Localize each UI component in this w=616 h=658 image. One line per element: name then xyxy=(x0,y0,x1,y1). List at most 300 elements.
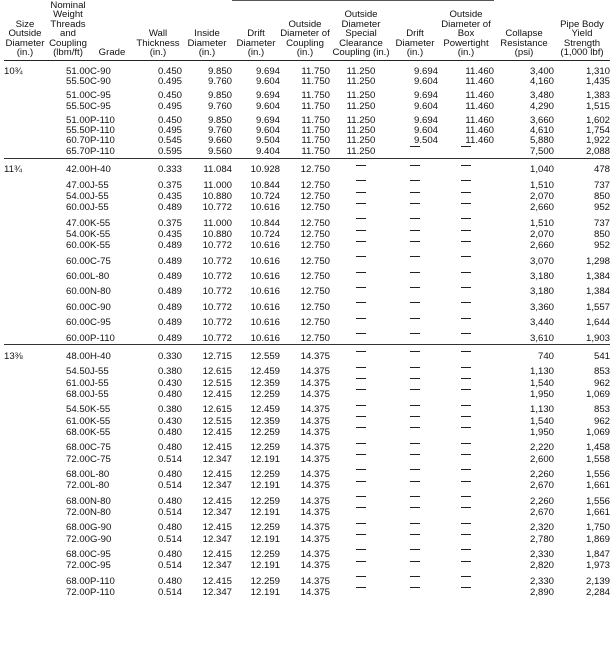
cell-drift-diameter: 10.616 xyxy=(250,255,280,267)
cell-wall-thickness: 0.514 xyxy=(157,587,182,599)
cell-wall-thickness: 0.380 xyxy=(157,404,182,416)
size-cell-empty xyxy=(4,416,46,427)
dash-mark xyxy=(356,549,366,560)
table-row xyxy=(4,469,610,480)
cell-drift-diameter: 10.616 xyxy=(250,271,280,283)
cell-od-box-powertight xyxy=(438,333,494,345)
cell-drift-diameter: 10.616 xyxy=(232,333,280,345)
cell-wall-thickness: 0.480 xyxy=(157,522,182,534)
size-cell-empty xyxy=(4,534,46,545)
cell-wall-thickness: 0.489 xyxy=(157,286,182,298)
cell-yield-strength: 1,069 xyxy=(585,426,610,438)
dash-mark xyxy=(461,146,471,157)
cell-wall-thickness: 0.595 xyxy=(134,146,182,158)
cell-drift-diameter: 10.844 xyxy=(250,217,280,229)
cell-od-coupling: 12.750 xyxy=(300,286,330,298)
cell-inside-diameter: 12.347 xyxy=(202,453,232,465)
cell-drift-diameter: 10.616 xyxy=(250,301,280,313)
cell-drift-diameter-2: 9.504 xyxy=(413,135,438,147)
cell-inside-diameter: 10.772 xyxy=(202,317,232,329)
cell-od-coupling: 14.375 xyxy=(300,350,330,362)
cell-od-special-clearance xyxy=(330,272,392,283)
size-cell-empty xyxy=(4,256,46,267)
cell-drift-diameter: 12.259 xyxy=(250,468,280,480)
dash-mark xyxy=(356,272,366,283)
cell-wall-thickness: 0.333 xyxy=(157,164,182,176)
cell-inside-diameter: 12.415 xyxy=(202,442,232,454)
cell-drift-diameter-2 xyxy=(392,367,438,378)
dash-mark xyxy=(410,534,420,545)
cell-od-special-clearance: 11.250 xyxy=(346,76,376,88)
cell-weight: 60.00 xyxy=(65,255,90,267)
header-drift-diameter-2: Drift Diameter (in.) xyxy=(392,1,438,61)
cell-od-box-powertight xyxy=(438,405,494,416)
table-row xyxy=(4,345,610,363)
cell-od-box-powertight xyxy=(438,180,494,191)
dash-mark xyxy=(356,378,366,389)
cell-yield-strength: 2,139 xyxy=(585,575,610,587)
cell-od-box-powertight: 11.460 xyxy=(465,125,494,137)
cell-wall-thickness: 0.375 xyxy=(157,179,182,191)
table-row xyxy=(4,378,610,389)
dash-mark xyxy=(410,203,420,214)
table-row xyxy=(4,180,610,191)
cell-od-coupling: 11.750 xyxy=(301,100,330,112)
dash-mark xyxy=(410,318,420,329)
cell-weight: 72.00 xyxy=(65,480,90,492)
cell-wall-thickness: 0.514 xyxy=(157,453,182,465)
cell-od-box-powertight xyxy=(438,469,494,480)
cell-od-box-powertight xyxy=(438,192,494,203)
cell-od-box-powertight xyxy=(438,272,494,283)
cell-od-coupling: 11.750 xyxy=(301,135,330,147)
cell-od-coupling: 12.750 xyxy=(300,271,330,283)
cell-drift-diameter-2 xyxy=(392,405,438,416)
cell-od-coupling: 14.375 xyxy=(300,560,330,572)
dash-mark xyxy=(356,256,366,267)
cell-collapse-resistance: 3,180 xyxy=(529,271,554,283)
cell-yield-strength: 1,973 xyxy=(585,560,610,572)
cell-yield-strength: 952 xyxy=(593,202,610,214)
cell-od-coupling: 14.375 xyxy=(300,453,330,465)
dash-mark xyxy=(356,230,366,241)
cell-inside-diameter: 12.415 xyxy=(202,549,232,561)
cell-od-box-powertight xyxy=(438,549,494,560)
dash-mark xyxy=(461,549,471,560)
cell-yield-strength: 853 xyxy=(593,404,610,416)
size-cell-empty xyxy=(4,230,46,241)
dash-mark xyxy=(356,496,366,507)
dash-mark xyxy=(461,333,471,344)
cell-od-coupling: 14.375 xyxy=(300,404,330,416)
cell-wall-thickness: 0.480 xyxy=(157,549,182,561)
header-grade: Grade xyxy=(90,1,134,61)
cell-grade: K-55 xyxy=(90,229,111,241)
dash-mark xyxy=(461,534,471,545)
dash-mark xyxy=(461,230,471,241)
cell-yield-strength: 1,069 xyxy=(585,388,610,400)
dash-mark xyxy=(461,272,471,283)
cell-weight: 60.00 xyxy=(65,202,90,214)
cell-grade: C-75 xyxy=(90,453,111,465)
cell-wall-thickness: 0.450 xyxy=(157,66,182,78)
cell-yield-strength: 1,458 xyxy=(585,442,610,454)
cell-yield-strength: 853 xyxy=(593,366,610,378)
cell-inside-diameter: 12.347 xyxy=(202,533,232,545)
dash-mark xyxy=(410,241,420,252)
cell-drift-diameter-2 xyxy=(392,523,438,534)
cell-od-special-clearance xyxy=(330,180,392,191)
cell-wall-thickness: 0.489 xyxy=(157,271,182,283)
cell-collapse-resistance: 4,160 xyxy=(529,76,554,88)
cell-drift-diameter-2 xyxy=(392,241,438,252)
cell-od-special-clearance xyxy=(330,523,392,534)
cell-drift-diameter-2: 9.694 xyxy=(413,114,438,126)
cell-yield-strength: 1,869 xyxy=(585,533,610,545)
cell-yield-strength: 1,922 xyxy=(585,135,610,147)
cell-wall-thickness: 0.375 xyxy=(157,217,182,229)
dash-mark xyxy=(410,469,420,480)
cell-od-box-powertight: 11.460 xyxy=(465,90,494,102)
dash-mark xyxy=(461,507,471,518)
size-cell-empty xyxy=(4,389,46,400)
cell-wall-thickness: 0.330 xyxy=(157,350,182,362)
cell-grade: K-55 xyxy=(90,426,111,438)
table-row xyxy=(4,576,610,587)
cell-drift-diameter-2 xyxy=(392,469,438,480)
dash-mark xyxy=(410,146,420,157)
cell-collapse-resistance: 1,130 xyxy=(529,404,554,416)
cell-inside-diameter: 10.772 xyxy=(202,301,232,313)
size-outside-diameter: 13⅜ xyxy=(4,350,23,362)
dash-mark xyxy=(356,534,366,545)
cell-drift-diameter-2 xyxy=(392,203,438,214)
cell-drift-diameter: 9.694 xyxy=(255,114,280,126)
cell-od-coupling: 12.750 xyxy=(300,217,330,229)
dash-mark xyxy=(461,180,471,191)
cell-od-coupling: 11.750 xyxy=(301,125,330,137)
cell-yield-strength: 1,435 xyxy=(585,76,610,88)
cell-drift-diameter: 12.191 xyxy=(250,560,280,572)
dash-mark xyxy=(461,576,471,587)
dash-mark xyxy=(356,180,366,191)
size-cell-empty xyxy=(4,333,46,345)
cell-yield-strength: 850 xyxy=(593,191,610,203)
cell-collapse-resistance: 1,510 xyxy=(529,217,554,229)
cell-wall-thickness: 0.545 xyxy=(157,135,182,147)
table-row xyxy=(4,405,610,416)
cell-collapse-resistance: 740 xyxy=(537,350,554,362)
cell-yield-strength: 737 xyxy=(593,217,610,229)
cell-od-box-powertight xyxy=(438,378,494,389)
cell-od-box-powertight xyxy=(438,256,494,267)
table-row xyxy=(4,287,610,298)
table-row xyxy=(4,192,610,203)
cell-grade: J-55 xyxy=(90,179,109,191)
cell-drift-diameter-2 xyxy=(392,218,438,229)
cell-od-special-clearance xyxy=(330,481,392,492)
dash-mark xyxy=(461,378,471,389)
cell-od-box-powertight: 11.460 xyxy=(465,135,494,147)
cell-inside-diameter: 12.347 xyxy=(202,506,232,518)
cell-drift-diameter-2 xyxy=(392,561,438,572)
cell-od-special-clearance xyxy=(330,549,392,560)
size-cell-empty xyxy=(4,116,46,126)
cell-od-coupling: 12.750 xyxy=(300,255,330,267)
cell-inside-diameter: 11.084 xyxy=(203,164,232,176)
cell-yield-strength: 737 xyxy=(593,179,610,191)
table-row xyxy=(4,416,610,427)
cell-collapse-resistance: 1,540 xyxy=(529,377,554,389)
cell-weight: 60.00 xyxy=(65,286,90,298)
cell-yield-strength: 850 xyxy=(593,229,610,241)
header-collapse-resistance: Collapse Resistance (psi) xyxy=(494,1,554,61)
dash-mark xyxy=(461,481,471,492)
cell-weight: 60.00 xyxy=(65,271,90,283)
cell-od-coupling: 12.750 xyxy=(300,179,330,191)
cell-wall-thickness: 0.480 xyxy=(157,442,182,454)
cell-od-box-powertight xyxy=(438,389,494,400)
cell-od-special-clearance xyxy=(330,203,392,214)
table-row xyxy=(4,427,610,438)
cell-od-special-clearance xyxy=(330,345,392,363)
cell-od-coupling: 14.375 xyxy=(300,468,330,480)
cell-od-coupling: 14.375 xyxy=(300,388,330,400)
size-cell-empty xyxy=(4,318,46,329)
cell-od-box-powertight xyxy=(438,523,494,534)
cell-inside-diameter: 12.715 xyxy=(202,350,232,362)
cell-od-coupling: 14.375 xyxy=(300,495,330,507)
cell-inside-diameter: 10.772 xyxy=(202,255,232,267)
cell-wall-thickness: 0.450 xyxy=(157,114,182,126)
cell-wall-thickness: 0.489 xyxy=(157,317,182,329)
cell-grade: P-110 xyxy=(90,135,115,147)
cell-od-coupling: 12.750 xyxy=(300,191,330,203)
dash-mark xyxy=(356,481,366,492)
cell-grade: L-80 xyxy=(90,468,110,480)
cell-od-special-clearance xyxy=(330,287,392,298)
cell-collapse-resistance: 2,260 xyxy=(529,468,554,480)
size-cell-empty xyxy=(4,496,46,507)
size-cell-empty xyxy=(4,136,46,146)
dash-mark xyxy=(356,351,366,362)
size-cell-empty xyxy=(4,91,46,101)
cell-od-special-clearance xyxy=(330,302,392,313)
cell-drift-diameter-2 xyxy=(392,272,438,283)
table-row xyxy=(4,534,610,545)
cell-drift-diameter-2 xyxy=(392,378,438,389)
cell-drift-diameter: 9.694 xyxy=(255,66,280,78)
dash-mark xyxy=(410,587,420,598)
size-cell-empty xyxy=(4,378,46,389)
cell-grade: J-55 xyxy=(90,202,109,214)
table-row xyxy=(4,272,610,283)
cell-collapse-resistance: 4,610 xyxy=(529,125,554,137)
cell-collapse-resistance: 1,950 xyxy=(529,426,554,438)
cell-grade: C-95 xyxy=(90,90,111,102)
cell-drift-diameter-2 xyxy=(392,427,438,438)
dash-mark xyxy=(461,405,471,416)
cell-drift-diameter: 10.616 xyxy=(250,202,280,214)
cell-od-special-clearance: 11.250 xyxy=(330,146,392,158)
cell-wall-thickness: 0.450 xyxy=(157,90,182,102)
dash-mark xyxy=(410,405,420,416)
cell-collapse-resistance: 2,780 xyxy=(529,533,554,545)
cell-weight: 68.00 xyxy=(65,495,90,507)
cell-wall-thickness: 0.480 xyxy=(157,426,182,438)
cell-weight: 72.00 xyxy=(65,560,90,572)
cell-collapse-resistance: 3,070 xyxy=(529,255,554,267)
table-header xyxy=(4,1,610,61)
cell-inside-diameter: 10.880 xyxy=(202,191,232,203)
dash-mark xyxy=(410,481,420,492)
cell-grade: P-110 xyxy=(90,146,134,158)
cell-drift-diameter: 9.604 xyxy=(255,100,280,112)
cell-inside-diameter: 9.760 xyxy=(207,125,232,137)
table-row xyxy=(4,367,610,378)
cell-yield-strength: 1,661 xyxy=(585,506,610,518)
table-row xyxy=(4,549,610,560)
cell-od-special-clearance xyxy=(330,469,392,480)
cell-od-special-clearance: 11.250 xyxy=(346,125,376,137)
cell-inside-diameter: 12.615 xyxy=(202,366,232,378)
dash-mark xyxy=(356,443,366,454)
size-cell-empty xyxy=(4,126,46,136)
cell-inside-diameter: 12.615 xyxy=(202,404,232,416)
cell-drift-diameter-2 xyxy=(392,534,438,545)
cell-od-coupling: 14.375 xyxy=(300,377,330,389)
cell-weight: 68.00 xyxy=(65,468,90,480)
cell-grade: C-95 xyxy=(90,549,111,561)
cell-yield-strength: 2,088 xyxy=(554,146,610,158)
cell-inside-diameter: 12.415 xyxy=(202,388,232,400)
cell-od-box-powertight xyxy=(438,534,494,545)
cell-drift-diameter: 10.844 xyxy=(250,179,280,191)
cell-od-special-clearance xyxy=(330,318,392,329)
cell-drift-diameter-2 xyxy=(392,192,438,203)
cell-od-box-powertight xyxy=(438,345,494,363)
cell-yield-strength: 1,903 xyxy=(554,333,610,345)
cell-od-special-clearance xyxy=(330,218,392,229)
cell-drift-diameter-2 xyxy=(392,507,438,518)
cell-weight: 68.00 xyxy=(65,549,90,561)
cell-grade: C-95 xyxy=(90,100,111,112)
cell-od-coupling: 14.375 xyxy=(300,549,330,561)
cell-drift-diameter-2: 9.694 xyxy=(413,66,438,78)
cell-inside-diameter: 10.772 xyxy=(202,286,232,298)
dash-mark xyxy=(356,389,366,400)
table-row xyxy=(4,454,610,465)
cell-od-coupling: 11.750 xyxy=(301,76,330,88)
cell-drift-diameter: 12.359 xyxy=(250,377,280,389)
cell-weight: 68.00 xyxy=(65,388,90,400)
cell-yield-strength: 1,384 xyxy=(585,271,610,283)
size-cell-empty xyxy=(4,272,46,283)
cell-od-box-powertight xyxy=(438,427,494,438)
cell-od-coupling: 12.750 xyxy=(280,333,330,345)
dash-mark xyxy=(356,523,366,534)
cell-collapse-resistance: 2,600 xyxy=(529,453,554,465)
cell-yield-strength: 2,284 xyxy=(585,587,610,599)
dash-mark xyxy=(410,507,420,518)
cell-drift-diameter-2 xyxy=(392,230,438,241)
cell-wall-thickness: 0.495 xyxy=(157,76,182,88)
cell-od-coupling: 14.375 xyxy=(300,442,330,454)
table-row xyxy=(4,587,610,598)
cell-weight: 60.00 xyxy=(65,317,90,329)
cell-drift-diameter-2 xyxy=(392,180,438,191)
dash-mark xyxy=(461,561,471,572)
header-od-coupling: Outside Diameter of Coupling (in.) xyxy=(280,1,330,61)
cell-drift-diameter: 12.459 xyxy=(250,366,280,378)
cell-od-box-powertight xyxy=(438,318,494,329)
cell-od-coupling: 11.750 xyxy=(280,146,330,158)
cell-collapse-resistance: 3,400 xyxy=(529,66,554,78)
cell-od-special-clearance xyxy=(330,333,392,345)
cell-grade: C-95 xyxy=(90,317,111,329)
cell-inside-diameter: 12.415 xyxy=(202,426,232,438)
cell-drift-diameter-2 xyxy=(392,587,438,598)
cell-wall-thickness: 0.480 xyxy=(157,495,182,507)
cell-grade: N-80 xyxy=(90,506,111,518)
table-row xyxy=(4,256,610,267)
cell-wall-thickness: 0.495 xyxy=(157,100,182,112)
cell-inside-diameter: 10.880 xyxy=(202,229,232,241)
cell-grade: C-75 xyxy=(90,255,111,267)
dash-mark xyxy=(461,496,471,507)
cell-weight: 55.50 xyxy=(65,100,90,112)
dash-mark xyxy=(356,507,366,518)
cell-wall-thickness: 0.514 xyxy=(157,560,182,572)
size-outside-diameter: 10¾ xyxy=(4,66,23,78)
dash-mark xyxy=(461,443,471,454)
cell-od-box-powertight xyxy=(438,302,494,313)
cell-od-box-powertight xyxy=(438,507,494,518)
cell-yield-strength: 962 xyxy=(593,377,610,389)
cell-yield-strength: 1,644 xyxy=(585,317,610,329)
cell-od-box-powertight xyxy=(438,158,494,176)
cell-yield-strength: 1,515 xyxy=(585,100,610,112)
cell-od-coupling: 12.750 xyxy=(300,229,330,241)
dash-mark xyxy=(410,416,420,427)
cell-weight: 68.00 xyxy=(65,426,90,438)
cell-od-box-powertight xyxy=(438,481,494,492)
cell-od-box-powertight xyxy=(438,230,494,241)
cell-drift-diameter: 10.928 xyxy=(250,164,280,176)
dash-mark xyxy=(461,523,471,534)
cell-od-special-clearance xyxy=(330,256,392,267)
cell-weight: 54.50 xyxy=(65,366,90,378)
cell-od-special-clearance xyxy=(330,241,392,252)
table-row xyxy=(4,496,610,507)
cell-grade: J-55 xyxy=(90,366,109,378)
cell-weight: 51.00 xyxy=(65,114,90,126)
cell-yield-strength: 1,384 xyxy=(585,286,610,298)
dash-mark xyxy=(410,549,420,560)
dash-mark xyxy=(356,561,366,572)
cell-od-box-powertight xyxy=(438,454,494,465)
cell-collapse-resistance: 2,260 xyxy=(529,495,554,507)
table-row xyxy=(4,77,610,87)
cell-od-box-powertight xyxy=(438,561,494,572)
cell-collapse-resistance: 3,480 xyxy=(529,90,554,102)
table-row xyxy=(4,302,610,313)
cell-od-special-clearance xyxy=(330,443,392,454)
dash-mark xyxy=(356,218,366,229)
cell-yield-strength: 1,602 xyxy=(585,114,610,126)
cell-collapse-resistance: 2,670 xyxy=(529,506,554,518)
cell-od-box-powertight xyxy=(438,587,494,598)
